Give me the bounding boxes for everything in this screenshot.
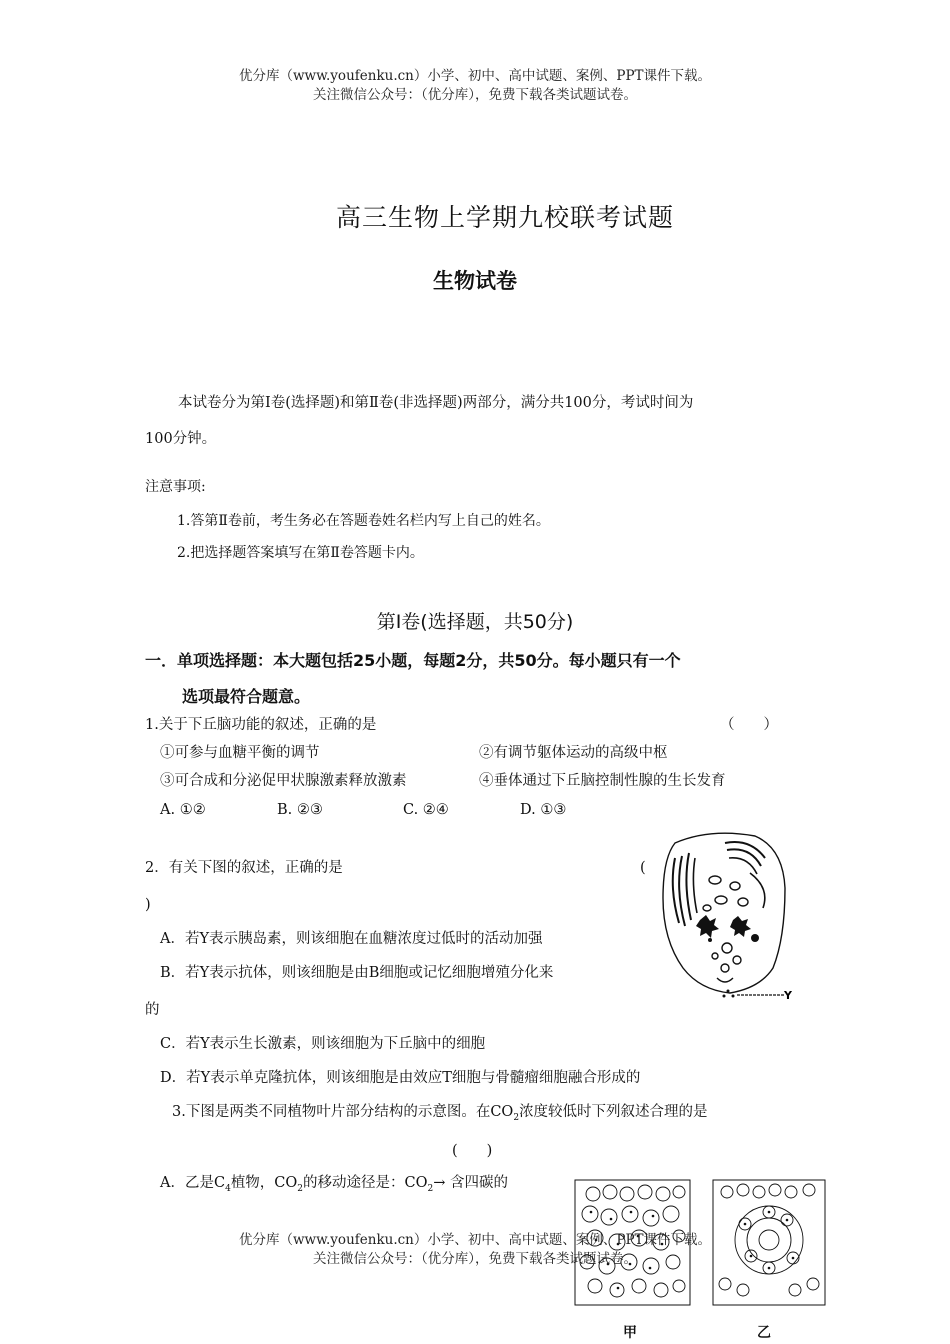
q1-option-1: ①可参与血糖平衡的调节 (160, 745, 320, 761)
q3-a-mid: 植物，CO (230, 1175, 298, 1191)
intro-line-1: 本试卷分为第Ⅰ卷(选择题)和第Ⅱ卷(非选择题)两部分，满分共100分，考试时间为 (178, 395, 694, 411)
q2-option-b-line-2: 的 (145, 1002, 160, 1018)
q3-a-sub1: 4 (225, 1183, 231, 1194)
q2-option-c: C．若Y表示生长激素，则该细胞为下丘脑中的细胞 (160, 1036, 486, 1052)
q2-option-b-line-1: B．若Y表示抗体，则该细胞是由B细胞或记忆细胞增殖分化来 (160, 965, 554, 981)
q2-bracket-open: ( (640, 860, 646, 876)
q1-choice-a: A. ①② (160, 802, 206, 818)
part1-title: 第Ⅰ卷(选择题，共50分) (376, 611, 574, 633)
footer-line-1: 优分库（www.youfenku.cn）小学、初中、高中试题、案例、PPT课件下载。 (238, 1232, 712, 1248)
notes-item-1: 1.答第Ⅱ卷前，考生务必在答题卷姓名栏内写上自己的姓名。 (177, 513, 550, 529)
footer-line-2: 关注微信公众号：（优分库），免费下载各类试题试卷。 (313, 1251, 637, 1267)
q3-answer-bracket: ( ) (452, 1143, 493, 1159)
q2-option-d: D．若Y表示单克隆抗体，则该细胞是由效应T细胞与骨髓瘤细胞融合形成的 (160, 1070, 641, 1086)
q1-option-4: ④垂体通过下丘脑控制性腺的生长发育 (479, 773, 726, 789)
q1-choice-d: D. ①③ (520, 802, 567, 818)
q3-figure-label-yi: 乙 (757, 1325, 771, 1341)
header-line-2: 关注微信公众号：（优分库），免费下载各类试题试卷。 (313, 87, 637, 103)
notes-item-2: 2.把选择题答案填写在第Ⅱ卷答题卡内。 (177, 545, 424, 561)
page-title: 高三生物上学期九校联考试题 (335, 203, 674, 232)
q3-a-mid2: 的移动途径是：CO (303, 1175, 428, 1191)
q3-a-sub3: 2 (427, 1183, 434, 1194)
q3-stem-sub: 2 (513, 1112, 520, 1123)
q3-a-pre: A．乙是C (160, 1175, 226, 1191)
secretory-cell-figure (655, 828, 795, 1003)
notes-heading: 注意事项: (145, 479, 206, 495)
q1-answer-bracket: （ ） (720, 717, 778, 733)
q1-choice-c: C. ②④ (403, 802, 449, 818)
q3-a-post: → 含四碳的 (433, 1175, 509, 1191)
q3-stem-post: 浓度较低时下列叙述合理的是 (519, 1104, 708, 1120)
page-subtitle: 生物试卷 (433, 269, 517, 293)
q3-figure-label-jia: 甲 (623, 1325, 637, 1341)
q2-stem: 2．有关下图的叙述，正确的是 (145, 860, 343, 876)
q2-bracket-close: ) (145, 897, 151, 913)
q1-stem: 1.关于下丘脑功能的叙述，正确的是 (145, 717, 377, 733)
part1-instruction-line-2: 选项最符合题意。 (182, 687, 311, 706)
q3-option-a (160, 1173, 508, 1199)
intro-line-2: 100分钟。 (145, 431, 217, 447)
q2-figure-label-y: Y (784, 989, 792, 1002)
q1-option-2: ②有调节躯体运动的高级中枢 (479, 745, 668, 761)
q3-stem (172, 1102, 708, 1128)
q2-option-a: A．若Y表示胰岛素，则该细胞在血糖浓度过低时的活动加强 (160, 931, 543, 947)
q3-stem-pre: 3.下图是两类不同植物叶片部分结构的示意图。在CO (172, 1104, 514, 1120)
q1-option-3: ③可合成和分泌促甲状腺激素释放激素 (160, 773, 407, 789)
q1-choice-b: B. ②③ (277, 802, 323, 818)
part1-instruction-line-1: 一．单项选择题：本大题包括25小题，每题2分，共50分。每小题只有一个 (145, 651, 681, 670)
q3-a-sub2: 2 (297, 1183, 304, 1194)
header-line-1: 优分库（www.youfenku.cn）小学、初中、高中试题、案例、PPT课件下载。 (238, 68, 712, 84)
